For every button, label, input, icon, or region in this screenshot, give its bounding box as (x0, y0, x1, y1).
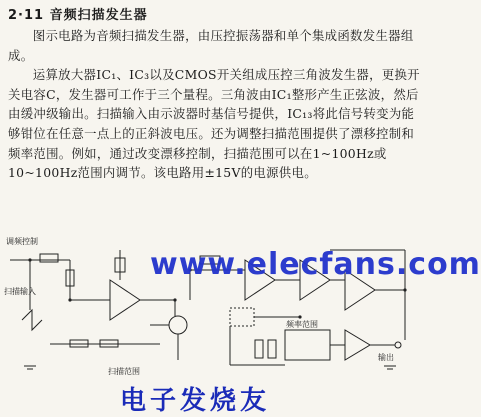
paragraph-1: 图示电路为音频扫描发生器，由压控振荡器和单个集成函数发生器组成。 (8, 28, 414, 63)
body-text (8, 26, 422, 183)
site-watermark: www.elecfans.com (150, 247, 481, 282)
label-output: 输出 (378, 353, 394, 362)
paragraph-2: 运算放大器IC₁、IC₃以及CMOS开关组成压控三角波发生器，更换开关电容C，发生器可工作于三个量程。三角波由IC₁整形产生正弦波，然后由缓冲级输出。扫描输入由示波器时基信号提供，IC₁₃将此信号转变为能够钳位在任意一点上的正斜波电压。还为调整扫描范围提供了漂移控制和频率范围。例如，通过改变漂移控制，扫描范围可以在1~100Hz或10~100Hz范围内调节。该电路用±15V的电源供电。 (8, 67, 420, 181)
label-offset-control: 调频控制 (6, 237, 38, 246)
label-sweep-range: 扫描范围 (108, 367, 140, 376)
label-range: 频率范围 (286, 320, 318, 329)
brand-watermark: 电子发烧友 (120, 386, 271, 416)
section-heading: 2·11 音频扫描发生器 (8, 8, 148, 23)
label-sweep-input: 扫描输入 (4, 287, 36, 296)
